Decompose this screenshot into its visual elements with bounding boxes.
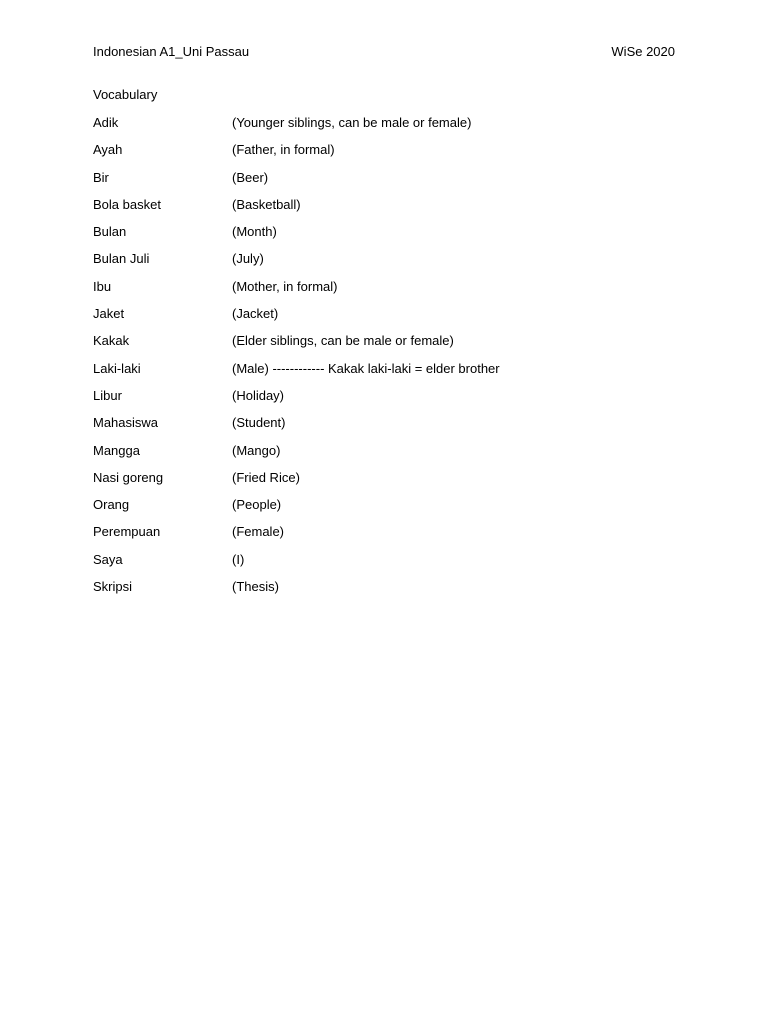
vocabulary-term: Mangga	[93, 442, 140, 458]
vocabulary-term: Kakak	[93, 333, 130, 349]
vocabulary-entry	[93, 169, 675, 196]
page-header	[93, 44, 675, 62]
vocabulary-term: Perempuan	[93, 524, 161, 540]
vocabulary-term: Mahasiswa	[93, 415, 159, 431]
vocabulary-entry	[93, 223, 675, 250]
vocabulary-meaning: (People)	[232, 497, 282, 513]
vocabulary-meaning: (Holiday)	[232, 387, 285, 403]
vocabulary-term: Bulan	[93, 224, 127, 240]
vocabulary-entry	[93, 578, 675, 605]
section-title: Vocabulary	[93, 87, 158, 102]
vocabulary-meaning: (Month)	[232, 224, 277, 240]
vocabulary-entry	[93, 196, 675, 223]
vocabulary-term: Bulan Juli	[93, 251, 150, 267]
vocabulary-entry	[93, 141, 675, 168]
vocabulary-meaning: (Thesis)	[232, 579, 279, 595]
vocabulary-term: Ayah	[93, 142, 123, 158]
vocabulary-meaning: (Younger siblings, can be male or female)	[232, 115, 472, 130]
vocabulary-term: Adik	[93, 115, 119, 130]
vocabulary-term: Bir	[93, 169, 109, 185]
vocabulary-entry	[93, 250, 675, 277]
vocabulary-meaning: (Jacket)	[232, 306, 279, 322]
vocabulary-meaning: (Mango)	[232, 442, 281, 458]
vocabulary-meaning: (July)	[232, 251, 264, 267]
vocabulary-meaning: (Female)	[232, 524, 285, 540]
vocabulary-entry	[93, 469, 675, 496]
vocabulary-list	[93, 114, 675, 605]
vocabulary-term: Laki-laki	[93, 360, 141, 376]
vocabulary-meaning: (Male) ------------ Kakak laki-laki = elder brother	[232, 360, 500, 376]
vocabulary-term: Bola basket	[93, 196, 161, 212]
vocabulary-entry	[93, 387, 675, 414]
vocabulary-term: Ibu	[93, 278, 112, 294]
header-course-title: Indonesian A1_Uni Passau	[93, 44, 250, 59]
vocabulary-meaning: (Basketball)	[232, 196, 301, 212]
vocabulary-entry	[93, 360, 675, 387]
vocabulary-entry	[93, 442, 675, 469]
vocabulary-term: Skripsi	[93, 579, 133, 595]
vocabulary-entry	[93, 523, 675, 550]
vocabulary-entry	[93, 305, 675, 332]
vocabulary-entry	[93, 332, 675, 359]
vocabulary-term: Saya	[93, 551, 123, 567]
vocabulary-meaning: (Fried Rice)	[232, 469, 300, 485]
vocabulary-meaning: (Beer)	[232, 169, 269, 185]
vocabulary-meaning: (I)	[232, 551, 245, 567]
vocabulary-entry	[93, 114, 675, 141]
vocabulary-entry	[93, 414, 675, 441]
vocabulary-term: Jaket	[93, 306, 125, 322]
vocabulary-term: Nasi goreng	[93, 469, 164, 485]
vocabulary-entry	[93, 278, 675, 305]
vocabulary-meaning: (Father, in formal)	[232, 142, 335, 158]
vocabulary-meaning: (Mother, in formal)	[232, 278, 338, 294]
vocabulary-term: Orang	[93, 497, 130, 513]
vocabulary-meaning: (Student)	[232, 415, 286, 431]
vocabulary-term: Libur	[93, 387, 122, 403]
vocabulary-meaning: (Elder siblings, can be male or female)	[232, 333, 454, 349]
vocabulary-entry	[93, 551, 675, 578]
header-semester: WiSe 2020	[611, 44, 675, 59]
vocabulary-entry	[93, 496, 675, 523]
